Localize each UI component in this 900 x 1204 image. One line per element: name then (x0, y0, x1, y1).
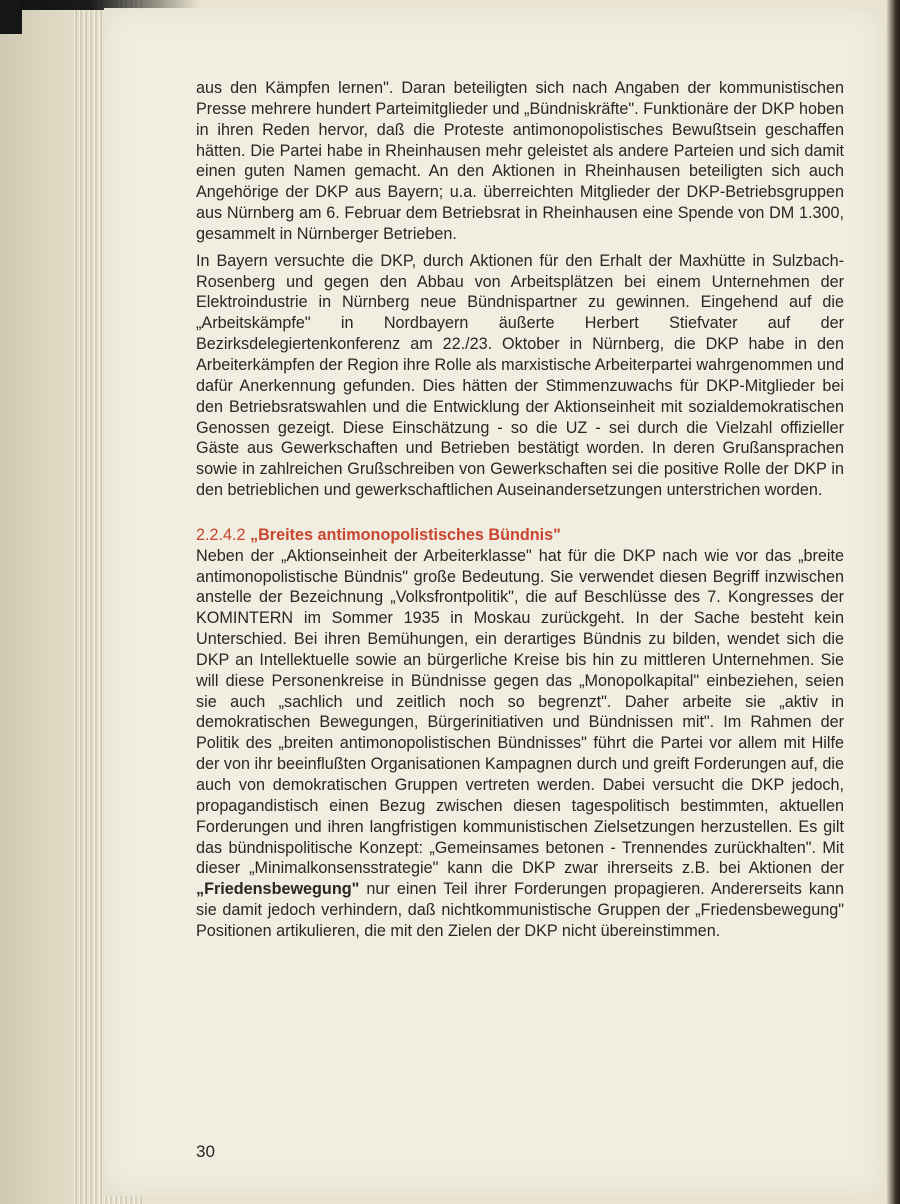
page-number: 30 (196, 1142, 215, 1161)
section-title: „Breites antimonopolistisches Bündnis" (250, 525, 561, 544)
section-number: 2.2.4.2 (196, 525, 246, 544)
paragraph-1: aus den Kämpfen lernen". Daran beteiligten sich nach Angaben der kommunistischen Presse mehrere hundert Parteimitglieder und „Bündniskräfte". Funktionäre der DKP hoben in ihren Reden hervor, daß die Proteste antimonopolistisches Bewußtsein geschaffen hätten. Die Partei habe in Rheinhausen mehr geleistet als andere Parteien und sich damit einen guten Namen gemacht. An den Aktionen in Rheinhausen beteiligten sich auch Angehörige der DKP aus Bayern; u.a. überreichten Mitglieder der DKP-Betriebsgruppen aus Nürnberg am 6. Februar dem Betriebsrat in Rheinhausen eine Spende von DM 1.300, gesammelt in Nürnberger Betrieben. (196, 79, 844, 243)
paragraph-3-part-1: Neben der „Aktionseinheit der Arbeiterklasse" hat für die DKP nach wie vor das „breite antimonopolistische Bündnis" große Bedeutung. Sie verwendet diesen Begriff inzwischen anstelle der Bezeichnung „Volksfrontpolitik", die auf Beschlüsse des 7. Kongresses der KOMINTERN im Sommer 1935 in Moskau zurückgeht. In der Sache besteht kein Unterschied. Bei ihren Bemühungen, ein derartiges Bündnis zu bilden, wendet sich die DKP an Intellektuelle sowie an bürgerliche Kreise bis hin zu mittleren Unternehmen. Sie will diese Personenkreise in Bündnisse gegen das „Monopolkapital" einbeziehen, seien sie auch „sachlich und zeitlich noch so begrenzt". Daher arbeite sie „aktiv in demokratischen Bewegungen, Bürgerinitiativen und Bündnissen mit". Im Rahmen der Politik des „breiten antimonopolistischen Bündnisses" führt die Partei vor allem mit Hilfe der von ihr beeinflußten Organisationen Kampagnen durch und greift Forderungen auf, die auch von demokratischen Gruppen vertreten werden. Dabei versucht die DKP jedoch, propagandistisch einen Bezug zwischen diesen tagespolitisch bestimmten, aktuellen Forderungen und ihren langfristigen kommunistischen Zielsetzungen herzustellen. Es gilt das bündnispolitische Konzept: „Gemeinsames betonen - Trennendes zurückhalten". Mit dieser „Minimalkonsensstrategie" kann die DKP zwar ihrerseits z.B. bei Aktionen der (196, 546, 844, 878)
paragraph-3 (196, 546, 844, 942)
paragraph-3-part-2: nur einen Teil ihrer Forderungen propagieren. Andererseits kann sie damit jedoch verhindern, daß nichtkommunistische Gruppen der „Friedensbewegung" Positionen artikulieren, die mit den Zielen der DKP nicht übereinstimmen. (196, 880, 844, 940)
body-text (196, 78, 844, 942)
section-heading (196, 525, 844, 546)
book-page (104, 8, 884, 1196)
scan-corner-left (0, 0, 22, 34)
scan-right-edge (886, 0, 900, 1204)
paragraph-2: In Bayern versuchte die DKP, durch Aktionen für den Erhalt der Maxhütte in Sulzbach-Rosenberg und gegen den Abbau von Arbeitsplätzen bei einem Unternehmen der Elektroindustrie in Nürnberg neue Bündnispartner zu gewinnen. Eingehend auf die „Arbeitskämpfe" in Nordbayern äußerte Herbert Stiefvater auf der Bezirksdelegiertenkonferenz am 22./23. Oktober in Nürnberg, die DKP habe in den Arbeiterkämpfen der Region ihre Rolle als marxistische Arbeiterpartei wahrgenommen und dafür Anerkennung gefunden. Dies hätten der Stimmenzuwachs für DKP-Mitglieder bei den Betriebsratswahlen und die Entwicklung der Aktionseinheit mit sozialdemokratischen Genossen gezeigt. Diese Einschätzung - so die UZ - sei durch die Vielzahl offizieller Gäste aus Gewerkschaften und Betrieben bestätigt worden. In deren Grußansprachen sowie in zahlreichen Grußschreiben von Gewerkschaften sei die positive Rolle der DKP in den betrieblichen und gewerkschaftlichen Auseinandersetzungen unterstrichen worden. (196, 251, 844, 500)
paragraph-3-bold-term: „Friedensbewegung" (196, 880, 360, 899)
